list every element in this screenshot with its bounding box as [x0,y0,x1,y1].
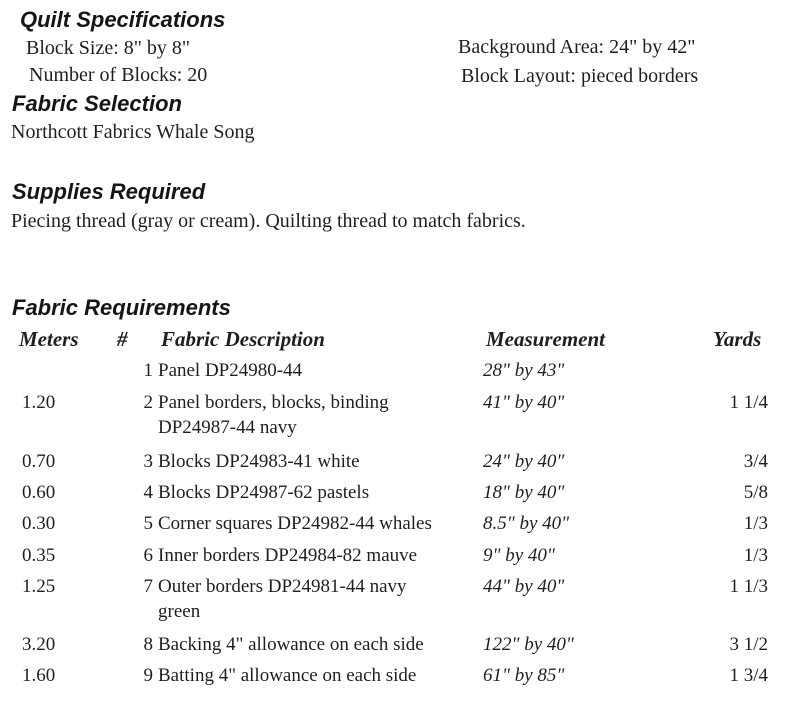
column-header-number: # [117,327,128,351]
meters-cell: 1.25 [22,576,56,597]
meters-cell: 0.35 [22,545,56,566]
description-cell: Corner squares DP24982-44 whales [158,513,432,534]
measurement-cell: 44" by 40" [483,576,565,597]
measurement-cell: 122" by 40" [483,634,574,655]
description-cell: Batting 4" allowance on each side [158,665,417,686]
supplies-required-heading: Supplies Required [12,179,206,204]
description-cell: Blocks DP24983-41 white [158,451,360,472]
fabric-requirements-heading: Fabric Requirements [12,295,231,320]
description-cell-continued: green [158,601,201,622]
number-cell: 7 [143,576,153,597]
block-size-text: Block Size: 8" by 8" [26,37,191,59]
measurement-cell: 18" by 40" [483,482,565,503]
meters-cell: 1.60 [22,665,56,686]
yards-cell: 5/8 [743,482,768,503]
meters-cell: 1.20 [22,392,56,413]
yards-cell: 3/4 [743,451,768,472]
description-cell: Blocks DP24987-62 pastels [158,482,370,503]
meters-cell: 3.20 [22,634,56,655]
yards-cell: 1 3/4 [729,665,768,686]
number-cell: 9 [143,665,153,686]
description-cell: Panel DP24980-44 [158,360,303,381]
description-cell: Inner borders DP24984-82 mauve [158,545,418,566]
table-row [0,575,794,627]
yards-cell: 3 1/2 [729,634,768,655]
meters-cell: 0.70 [22,451,56,472]
fabric-selection-text: Northcott Fabrics Whale Song [11,121,255,143]
number-cell: 2 [143,392,153,413]
description-cell: Panel borders, blocks, binding [158,392,389,413]
yards-cell: 1 1/3 [729,576,768,597]
table-row [0,481,794,507]
measurement-cell: 8.5" by 40" [483,513,570,534]
number-cell: 1 [143,360,153,381]
yards-cell: 1/3 [743,513,768,534]
background-area-text: Background Area: 24" by 42" [458,36,696,58]
table-row [0,450,794,476]
table-row [0,391,794,443]
number-cell: 5 [143,513,153,534]
number-of-blocks-text: Number of Blocks: 20 [29,64,208,86]
block-layout-text: Block Layout: pieced borders [461,65,699,87]
yards-cell: 1/3 [743,545,768,566]
table-row [0,512,794,538]
description-cell: Backing 4" allowance on each side [158,634,424,655]
number-cell: 6 [143,545,153,566]
meters-cell: 0.60 [22,482,56,503]
table-row [0,664,794,690]
quilt-specifications-heading: Quilt Specifications [20,7,226,32]
column-header-description: Fabric Description [161,327,325,351]
fabric-selection-heading: Fabric Selection [12,91,182,116]
measurement-cell: 28" by 43" [483,360,565,381]
measurement-cell: 9" by 40" [483,545,555,566]
column-header-yards: Yards [713,327,762,351]
yards-cell: 1 1/4 [729,392,768,413]
meters-cell: 0.30 [22,513,56,534]
measurement-cell: 24" by 40" [483,451,565,472]
column-header-measurement: Measurement [486,327,606,351]
supplies-required-text: Piecing thread (gray or cream). Quilting thread to match fabrics. [11,210,526,232]
table-row [0,544,794,570]
measurement-cell: 61" by 85" [483,665,565,686]
number-cell: 8 [143,634,153,655]
table-row [0,633,794,659]
column-header-meters: Meters [19,327,79,351]
number-cell: 4 [143,482,153,503]
measurement-cell: 41" by 40" [483,392,565,413]
table-row [0,359,794,385]
number-cell: 3 [143,451,153,472]
description-cell-continued: DP24987-44 navy [158,417,297,438]
description-cell: Outer borders DP24981-44 navy [158,576,407,597]
